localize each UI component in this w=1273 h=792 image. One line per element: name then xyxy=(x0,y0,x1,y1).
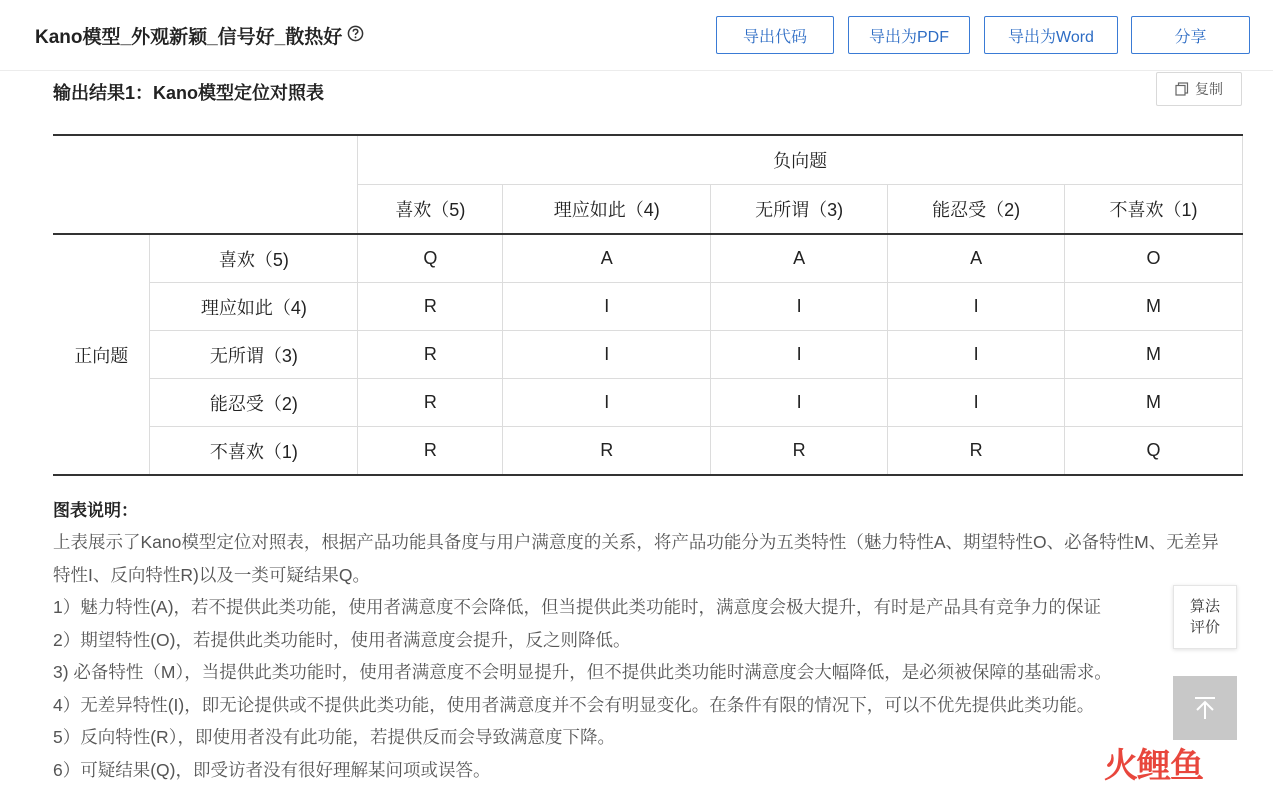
table-cell: R xyxy=(888,427,1065,476)
table-cell: I xyxy=(888,379,1065,427)
table-cell: R xyxy=(711,427,888,476)
table-cell: Q xyxy=(1065,427,1243,476)
column-header: 不喜欢（1) xyxy=(1065,185,1243,235)
table-cell: Q xyxy=(358,234,503,283)
table-cell: M xyxy=(1065,283,1243,331)
table-cell: R xyxy=(358,331,503,379)
table-cell: M xyxy=(1065,379,1243,427)
column-header: 能忍受（2) xyxy=(888,185,1065,235)
row-header: 不喜欢（1) xyxy=(150,427,358,476)
description-item: 5）反向特性(R），即使用者没有此功能，若提供反而会导致满意度下降。 xyxy=(53,727,615,747)
row-header: 喜欢（5) xyxy=(150,234,358,283)
table-cell: I xyxy=(503,331,711,379)
export-word-button[interactable]: 导出为Word xyxy=(984,16,1118,54)
table-cell: R xyxy=(358,379,503,427)
copy-label: 复制 xyxy=(1195,81,1223,97)
algo-label-line1: 算法 xyxy=(1189,598,1220,615)
table-cell: R xyxy=(503,427,711,476)
copy-icon xyxy=(1175,82,1189,96)
top-bar xyxy=(0,0,1273,71)
table-row xyxy=(53,427,1243,476)
description-text xyxy=(53,526,1233,786)
description-item: 4）无差异特性(I)，即无论提供或不提供此类功能，使用者满意度并不会有明显变化。在条件有限的情况下，可以不优先提供此类功能。 xyxy=(53,694,1095,715)
description-item: 1）魅力特性(A)，若不提供此类功能，使用者满意度不会降低，但当提供此类功能时，满意度会极大提升，有时是产品具有竞争力的保证 xyxy=(53,597,1102,617)
column-header: 喜欢（5) xyxy=(358,185,503,235)
help-circle-icon[interactable] xyxy=(347,25,364,42)
description-paragraph: 上表展示了Kano模型定位对照表，根据产品功能具备度与用户满意度的关系，将产品功能分为五类特性（魅力特性A、期望特性O、必备特性M、无差异特性I、反向特性R)以及一类可疑结果Q。 xyxy=(53,532,1219,585)
table-row xyxy=(53,234,1243,283)
row-header: 无所谓（3) xyxy=(150,331,358,379)
column-header: 无所谓（3) xyxy=(711,185,888,235)
table-cell: I xyxy=(711,379,888,427)
table-cell: O xyxy=(1065,234,1243,283)
table-cell: I xyxy=(503,283,711,331)
table-cell: A xyxy=(503,234,711,283)
table-cell: A xyxy=(888,234,1065,283)
description-item: 2）期望特性(O)，若提供此类功能时，使用者满意度会提升，反之则降低。 xyxy=(53,629,631,650)
table-cell: I xyxy=(888,283,1065,331)
table-row xyxy=(53,331,1243,379)
algo-label-line2: 评价 xyxy=(1189,619,1220,636)
table-cell: M xyxy=(1065,331,1243,379)
positive-question-header: 正向题 xyxy=(53,234,150,475)
column-header: 理应如此（4) xyxy=(503,185,711,235)
arrow-up-icon xyxy=(1191,694,1219,722)
table-cell: R xyxy=(358,427,503,476)
table-cell: I xyxy=(711,331,888,379)
algorithm-evaluation-button[interactable] xyxy=(1173,585,1237,649)
table-cell: I xyxy=(711,283,888,331)
description-item: 3) 必备特性（M），当提供此类功能时，使用者满意度不会明显提升，但不提供此类功能时满意度会大幅降低，是必须被保障的基础需求。 xyxy=(53,662,1112,682)
description-title: 图表说明： xyxy=(53,501,138,520)
table-corner xyxy=(53,135,358,234)
watermark-logo: 火鲤鱼 xyxy=(1104,747,1203,785)
export-pdf-button[interactable]: 导出为PDF xyxy=(848,16,970,54)
export-code-button[interactable]: 导出代码 xyxy=(716,16,834,54)
row-header: 能忍受（2) xyxy=(150,379,358,427)
row-header: 理应如此（4) xyxy=(150,283,358,331)
share-button[interactable]: 分享 xyxy=(1131,16,1250,54)
copy-button[interactable] xyxy=(1156,72,1242,106)
table-cell: I xyxy=(888,331,1065,379)
negative-question-header: 负向题 xyxy=(358,135,1243,185)
table-row xyxy=(53,379,1243,427)
table-cell: I xyxy=(503,379,711,427)
section-title: 输出结果1：Kano模型定位对照表 xyxy=(53,83,325,103)
table-row xyxy=(53,283,1243,331)
description-item: 6）可疑结果(Q)，即受访者没有很好理解某问项或误答。 xyxy=(53,759,491,780)
back-to-top-button[interactable] xyxy=(1173,676,1237,740)
kano-table xyxy=(53,134,1243,476)
page-title: Kano模型_外观新颖_信号好_散热好 xyxy=(35,27,343,48)
table-cell: R xyxy=(358,283,503,331)
table-cell: A xyxy=(711,234,888,283)
